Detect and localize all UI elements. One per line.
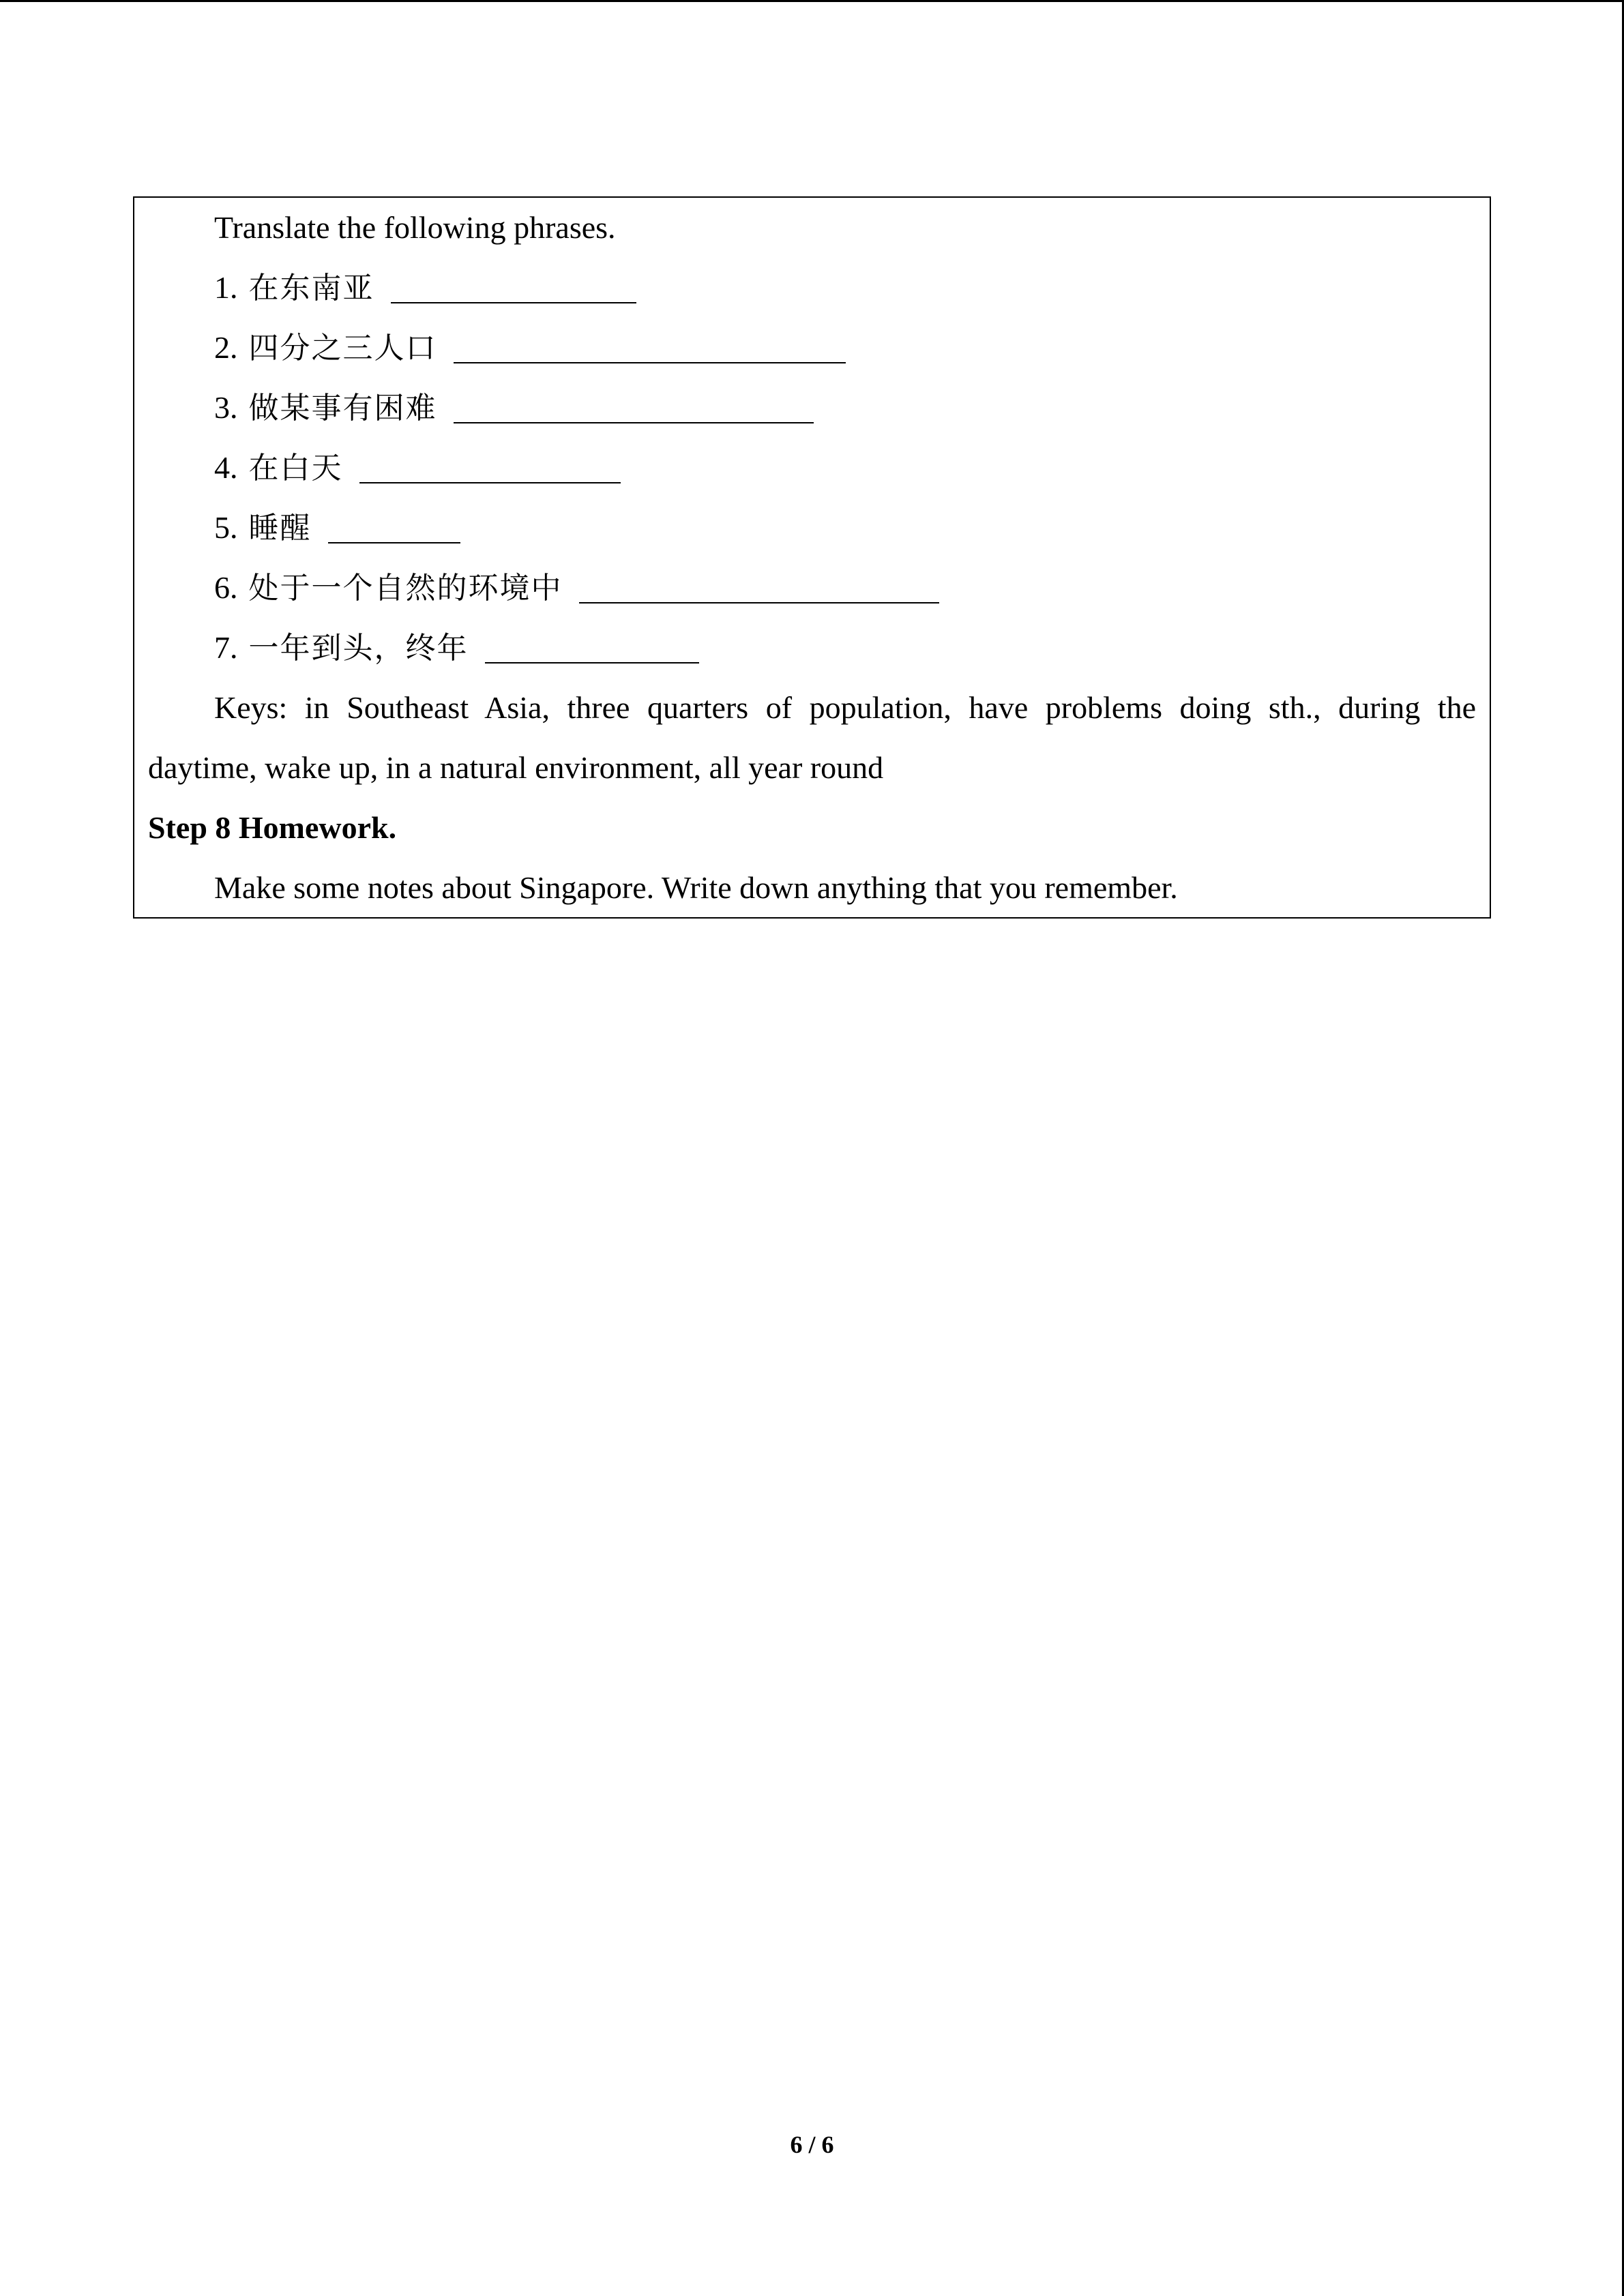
- answer-keys-line-2: daytime, wake up, in a natural environment, all year round: [148, 750, 884, 785]
- answer-keys-line-1: Keys: in Southeast Asia, three quarters of population, have problems doing sth., during the: [214, 690, 1476, 725]
- instruction-text: Translate the following phrases.: [214, 210, 616, 245]
- answer-blank[interactable]: [454, 388, 814, 423]
- item-chinese-text: 做某事有困难: [248, 391, 437, 426]
- item-number: 1.: [214, 270, 238, 305]
- item-number: 6.: [214, 570, 238, 605]
- phrase-item-3: [134, 378, 814, 438]
- top-border-line: [0, 0, 1624, 2]
- item-number: 7.: [214, 630, 238, 665]
- item-chinese-text: 在东南亚: [248, 271, 374, 305]
- answer-blank[interactable]: [579, 568, 939, 603]
- phrase-item-7: [134, 618, 699, 678]
- answer-blank[interactable]: [359, 448, 621, 483]
- item-chinese-text: 处于一个自然的环境中: [248, 571, 563, 606]
- phrase-item-5: [134, 498, 460, 558]
- item-number: 2.: [214, 330, 238, 365]
- phrase-item-4: [134, 438, 621, 498]
- homework-heading: Step 8 Homework.: [148, 810, 397, 845]
- item-chinese-text: 睡醒: [248, 511, 312, 546]
- phrase-item-1: [134, 258, 636, 318]
- homework-text: Make some notes about Singapore. Write down anything that you remember.: [214, 870, 1178, 905]
- item-chinese-text: 一年到头，终年: [248, 631, 469, 666]
- phrase-item-2: [134, 318, 846, 378]
- answer-blank[interactable]: [485, 628, 699, 664]
- item-number: 3.: [214, 390, 238, 425]
- answer-blank[interactable]: [391, 268, 636, 303]
- item-chinese-text: 四分之三人口: [248, 331, 437, 366]
- page-number: 6 / 6: [790, 2131, 834, 2158]
- answer-blank[interactable]: [454, 328, 846, 363]
- exercise-box: [133, 196, 1491, 919]
- item-number: 5.: [214, 510, 238, 545]
- phrase-item-6: [134, 558, 939, 618]
- item-number: 4.: [214, 450, 238, 485]
- answer-blank[interactable]: [328, 508, 460, 543]
- item-chinese-text: 在白天: [248, 451, 343, 486]
